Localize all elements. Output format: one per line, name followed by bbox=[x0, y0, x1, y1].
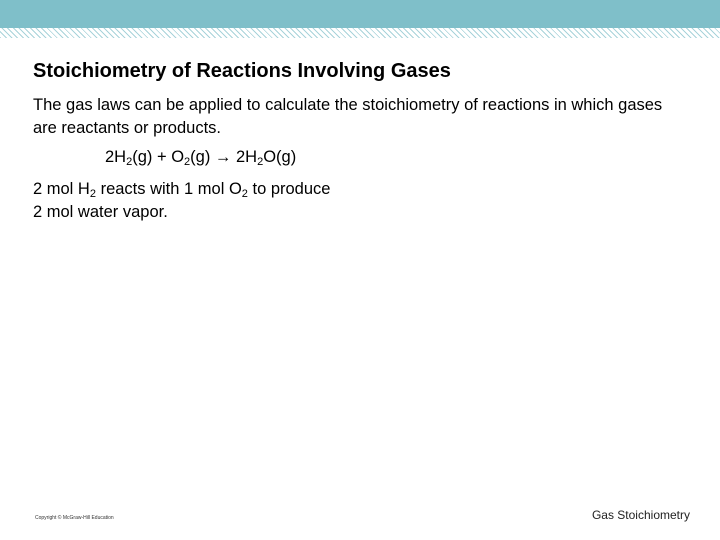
equation-subscript: 2 bbox=[184, 156, 191, 168]
explanation-paragraph bbox=[33, 178, 633, 224]
explanation-subscript: 2 bbox=[241, 188, 248, 200]
equation-subscript: 2 bbox=[126, 156, 133, 168]
reaction-equation bbox=[105, 146, 296, 169]
footer-title: Gas Stoichiometry bbox=[591, 508, 690, 522]
equation-subscript: 2 bbox=[257, 156, 264, 168]
header-hatch-band bbox=[0, 28, 720, 38]
explanation-line-2: 2 mol water vapor. bbox=[33, 203, 168, 221]
explanation-subscript: 2 bbox=[89, 188, 96, 200]
equation-part: 2H bbox=[105, 148, 127, 166]
slide-title: Stoichiometry of Reactions Involving Gases bbox=[33, 60, 451, 82]
explanation-part: 2 mol H bbox=[33, 180, 90, 198]
equation-part: (g) → 2H bbox=[190, 148, 258, 166]
copyright-notice: Copyright © McGraw-Hill Education bbox=[35, 515, 114, 521]
equation-part: O(g) bbox=[263, 148, 297, 166]
intro-paragraph: The gas laws can be applied to calculate the stoichiometry of reactions in which gases are reactants or products. bbox=[33, 96, 663, 137]
equation-part: (g) + O bbox=[132, 148, 185, 166]
explanation-part: to produce bbox=[247, 180, 331, 198]
header-bar bbox=[0, 0, 720, 28]
explanation-part: reacts with 1 mol O bbox=[95, 180, 242, 198]
